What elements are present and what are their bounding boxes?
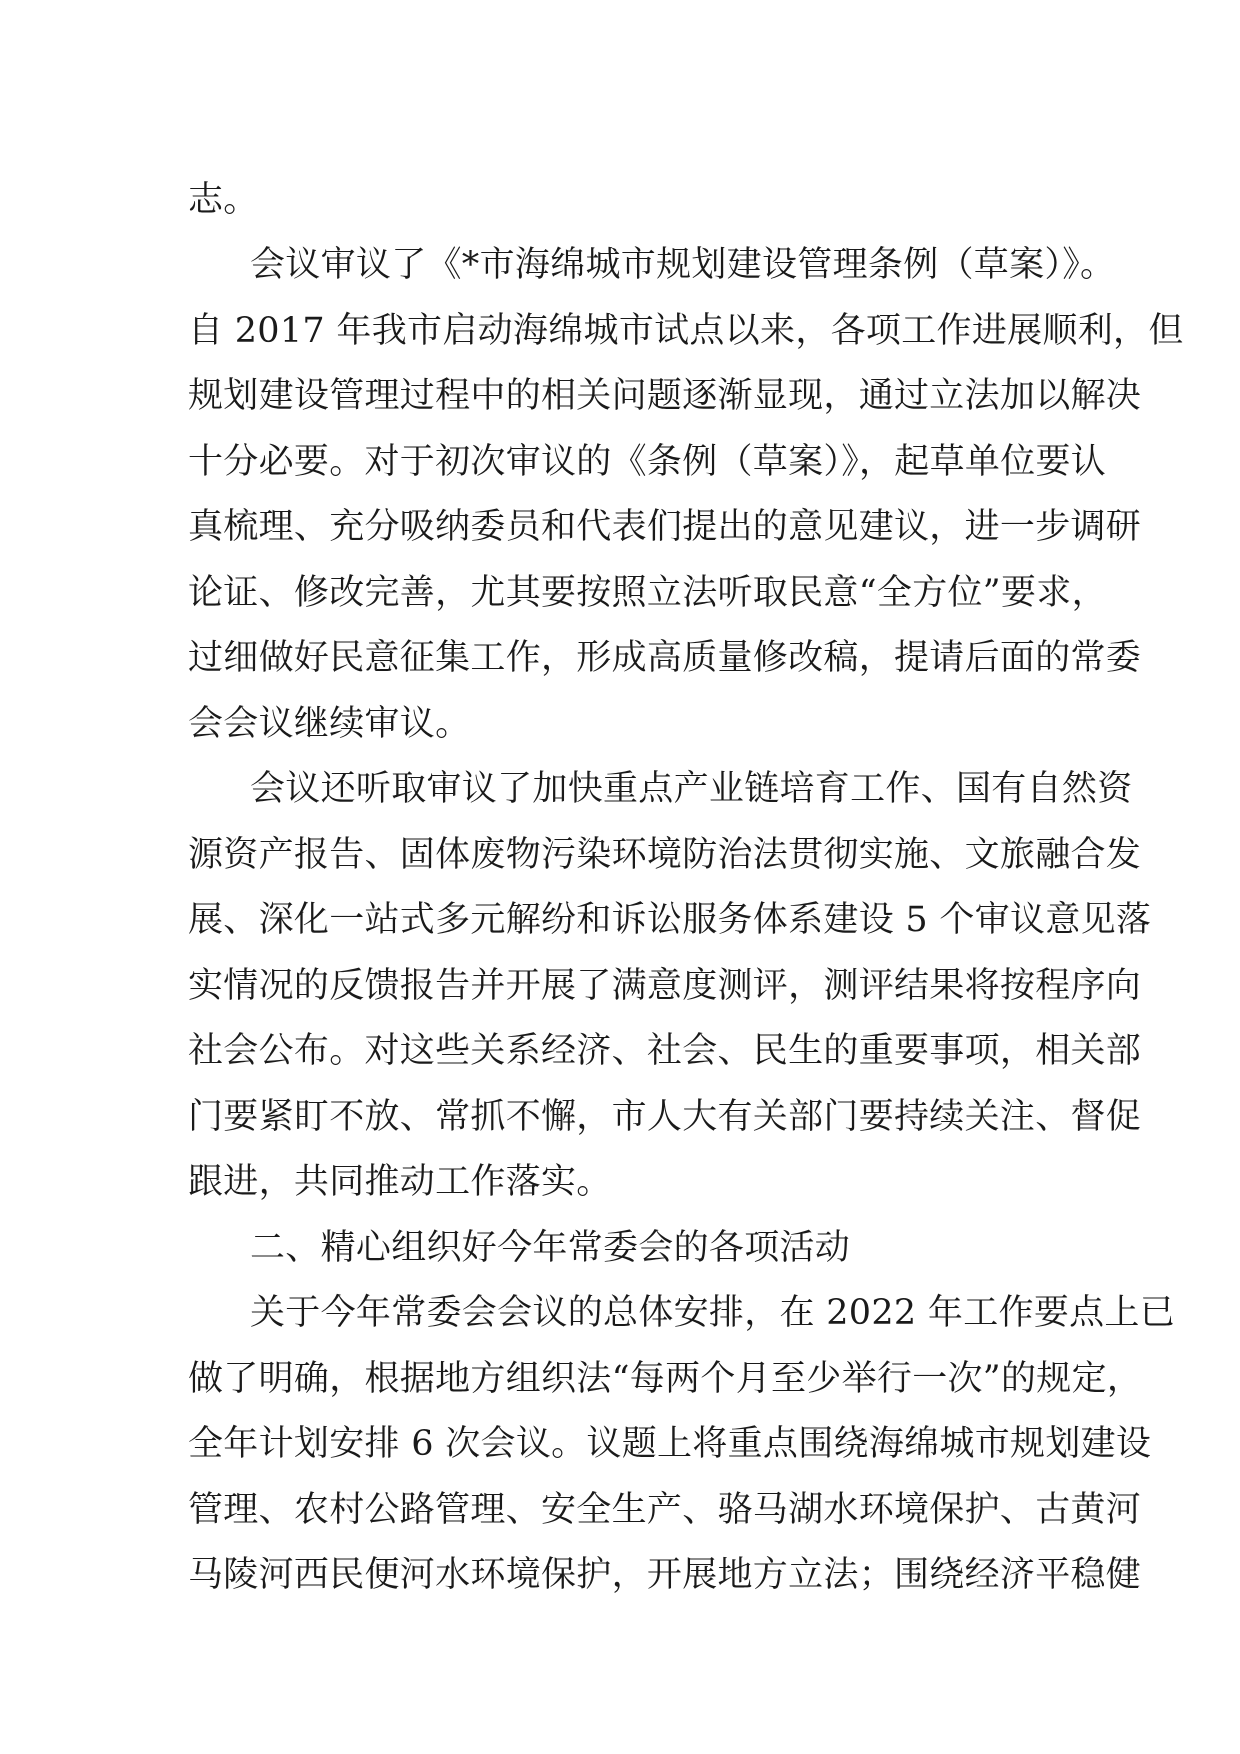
paragraph-line: 会议还听取审议了加快重点产业链培育工作、国有自然资 [250, 769, 1133, 809]
paragraph-line: 实情况的反馈报告并开展了满意度测评，测评结果将按程序向 [188, 966, 1142, 1006]
section-heading: 二、精心组织好今年常委会的各项活动 [250, 1228, 851, 1268]
paragraph-line: 做了明确，根据地方组织法“每两个月至少举行一次”的规定， [188, 1359, 1143, 1399]
paragraph-line: 规划建设管理过程中的相关问题逐渐显现，通过立法加以解决 [188, 376, 1142, 416]
paragraph-line: 跟进，共同推动工作落实。 [188, 1162, 612, 1202]
paragraph-line: 门要紧盯不放、常抓不懈，市人大有关部门要持续关注、督促 [188, 1097, 1142, 1137]
paragraph-line: 论证、修改完善，尤其要按照立法听取民意“全方位”要求， [188, 573, 1107, 613]
paragraph-line: 真梳理、充分吸纳委员和代表们提出的意见建议，进一步调研 [188, 507, 1142, 547]
paragraph-line: 会会议继续审议。 [188, 704, 471, 744]
paragraph-line: 展、深化一站式多元解纷和诉讼服务体系建设 5 个审议意见落 [188, 900, 1152, 940]
paragraph-line: 马陵河西民便河水环境保护，开展地方立法；围绕经济平稳健 [188, 1555, 1142, 1595]
paragraph-line: 关于今年常委会会议的总体安排，在 2022 年工作要点上已 [250, 1293, 1176, 1333]
paragraph-line: 十分必要。对于初次审议的《条例（草案）》，起草单位要认 [188, 442, 1107, 482]
paragraph-line: 过细做好民意征集工作，形成高质量修改稿，提请后面的常委 [188, 638, 1142, 678]
paragraph-line: 社会公布。对这些关系经济、社会、民生的重要事项，相关部 [188, 1031, 1142, 1071]
paragraph-line: 管理、农村公路管理、安全生产、骆马湖水环境保护、古黄河 [188, 1490, 1142, 1530]
paragraph-line: 志。 [188, 180, 259, 220]
paragraph-line: 全年计划安排 6 次会议。议题上将重点围绕海绵城市规划建设 [188, 1424, 1152, 1464]
paragraph-line: 自 2017 年我市启动海绵城市试点以来，各项工作进展顺利，但 [188, 311, 1184, 351]
paragraph-line: 源资产报告、固体废物污染环境防治法贯彻实施、文旅融合发 [188, 835, 1142, 875]
paragraph-line: 会议审议了《*市海绵城市规划建设管理条例（草案）》。 [250, 245, 1116, 285]
